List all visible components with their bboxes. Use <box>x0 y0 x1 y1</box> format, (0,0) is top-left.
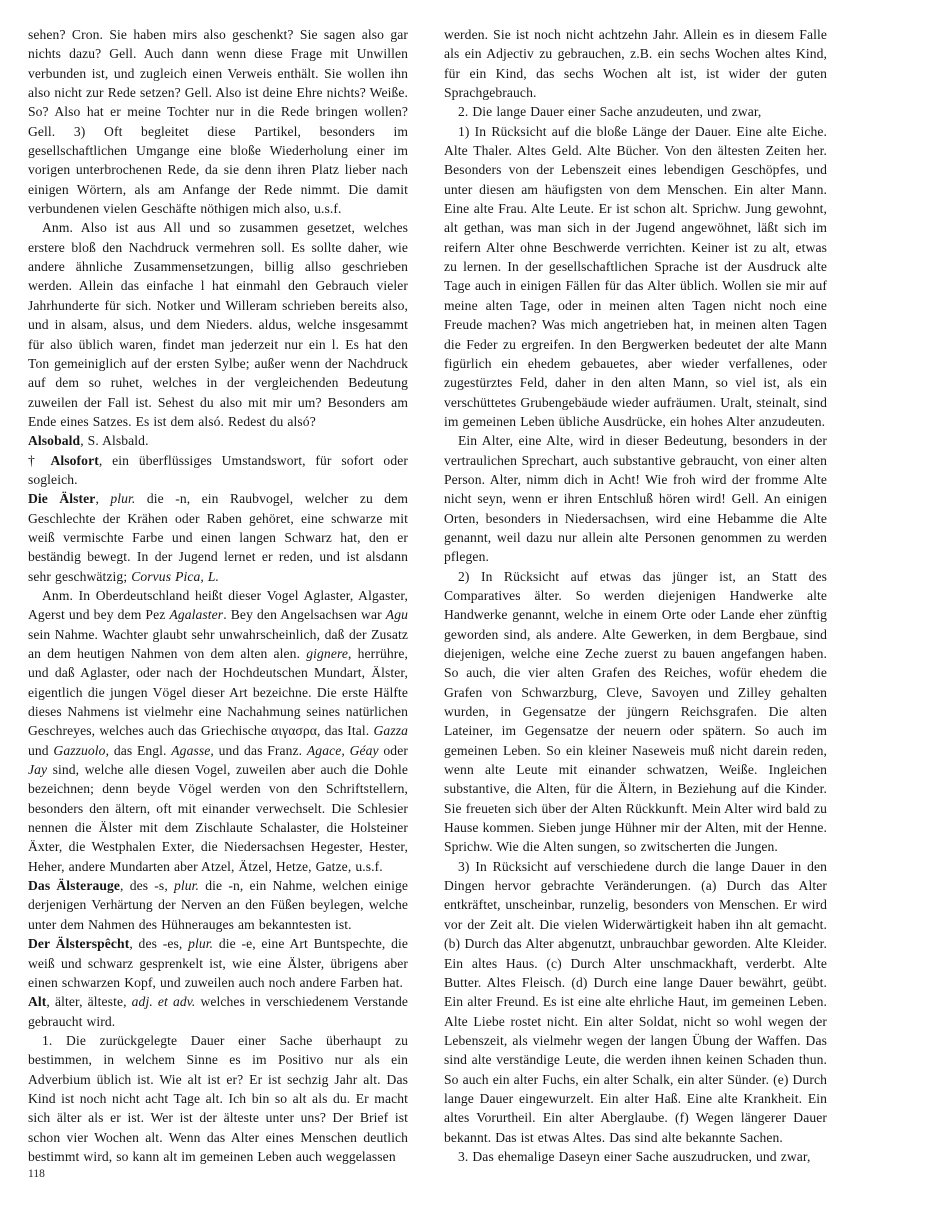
italic-term: Corvus Pica, L. <box>131 568 220 584</box>
paragraph: 3) In Rücksicht auf verschiedene durch die lange Dauer in den Dingen hervor gebrachte Veränderungen. (a) Durch das Alter entkräftet, unscheinbar, runzelig, besonders von Menschen. Er wird vor der Zeit alt. Die vielen Widerwärtigkeit haben ihn alt gemacht. (b) Durch das Alter abgenutzt, unbrauchbar geworden. Alte Kleider. Ein altes Haus. (c) Durch Alter unschmackhaft, verderbt. Alte Butter. Altes Fleisch. (d) Durch eine lange Dauer bewährt, geübt. Ein alter Freund. Es ist eine alte ehrliche Haut, im gemeinen Leben. Alte Liebe rostet nicht. Ein alter Soldat, nicht so wohl wegen der Lebenszeit, als vielmehr wegen der langen Übung der Waffen. Das sind alte verständige Leute, die werden ihnen keinen Schaden thun. So auch ein alter Fuchs, ein alter Schalk, ein alter Sünder. (e) Durch lange Dauer eingewurzelt. Ein alter Haß. Eine alte Krankheit. Ein altes Vorurtheil. Ein alter Aberglaube. (f) Wegen längerer Dauer bekannt. Das ist etwas Altes. Das sind alte bekannte Sachen. <box>444 858 827 1145</box>
headword: Alsofort <box>50 452 99 468</box>
paragraph: Anm. Also ist aus All und so zusammen gesetzet, welches erstere bloß den Nachdruck vermehren soll. Es sollte daher, wie andere ähnliche Zusammensetzungen, billig allso geschrieben werden. Allein das einfache l hat einmahl den Gebrauch vieler Jahrhunderte für sich. Notker und Willeram schrieben bereits also, und in alsam, alsus, und dem Nieders. aldus, welche insgesammt für also üblich waren, findet man jederzeit nur ein l. Es hat den Ton gemeiniglich auf der ersten Sylbe; außer wenn der Nachdruck auf dem so ruhet, welches in der vergleichenden Bedeutung zuweilen der Fall ist. Sehest du also mit mir um? Besonders am Ende eines Satzes. Es ist dem alsó. Redest du alsó? <box>28 220 408 429</box>
italic-term: Gazzuolo <box>53 742 106 758</box>
italic-term: Agalaster <box>169 607 224 623</box>
paragraph: 2. Die lange Dauer einer Sache anzudeuten, und zwar, <box>458 104 762 120</box>
paragraph: 1) In Rücksicht auf die bloße Länge der Dauer. Eine alte Eiche. Alte Thaler. Altes Geld. Alte Bücher. Von den ältesten Zeiten her. Besonders von der Lebenszeit eines lebendigen Geschöpfes, und unter diesen am häufigsten von dem Menschen. Ein alter Mann. Eine alte Frau. Alte Leute. Er ist schon alt. Sprichw. Jung gewohnt, alt gethan, was man sich in der Jugend angewöhnet, läßt sich im reifern Alter ohne Beschwerde verrichten. Keiner ist zu alt, etwas zu lernen. In der gesellschaftlichen Sprache ist der Ausdruck alte Tage auch in einigen Fällen für das Alter üblich. Wollen sie mir auf meine alten Tage, oder in meinen alten Tagen nicht noch eine Freude machen? Was mich angetrieben hat, in meinen alten Tagen die Feder zu ergreifen. In den Bergwerken bedeutet der alte Mann figürlich ein ehedem gebauetes, aber wieder verfallenes, oder zugestürztes Feld, daher in den alten Mann, so viel ist, als ein verschüttetes Grubengebäude wieder aufräumen. Uralt, steinalt, sind im gemeinen Leben übliche Ausdrücke, ein hohes Alter anzudeuten. <box>444 123 827 429</box>
paragraph: Der Älsterspêcht, des -es, plur. die -e, eine Art Buntspechte, die weiß und schwarz gesprenkelt ist, wie eine Älster, übrigens aber einen schwarzen Kopf, und zuweilen auch noch andere Farben hat. <box>28 936 408 990</box>
italic-term: plur. <box>110 491 136 507</box>
paragraph: 1. Die zurückgelegte Dauer einer Sache überhaupt zu bestimmen, in welchem Sinne es im Positivo nur als ein Adverbium üblich ist. Wie alt ist er? Er ist sechzig Jahr alt. Das Kind ist noch nicht acht Tage alt. Ich bin so alt als du. Er macht sich älter als er ist. Wer ist der älteste unter uns? Der Brief ist schon vier Wochen alt. Wenn das Alter eines Menschen deutlich bestimmt wird, so kann alt im gemeinen Leben auch weggelassen <box>28 1032 408 1164</box>
right-text-column <box>444 25 827 1166</box>
italic-term: gignere <box>306 646 348 661</box>
paragraph: Alt, älter, älteste, adj. et adv. welches in verschiedenem Verstande gebraucht wird. <box>28 994 409 1029</box>
headword: Alt <box>28 994 47 1010</box>
italic-term: Jay <box>28 762 48 778</box>
headword: Der Älsterspêcht <box>28 936 130 952</box>
headword: Die Älster <box>28 491 96 507</box>
paragraph: † Alsofort, ein überflüssiges Umstandswort, für sofort oder sogleich. <box>28 452 408 487</box>
paragraph: 2) In Rücksicht auf etwas das jünger ist, an Statt des Comparatives älter. So werden diejenigen Handwerke alte Handwerke genannt, welche in einem Orte oder Lande eher zünftig geworden sind, als andere. Alte Gewerken, in dem Bergbaue, sind diejenigen, welche eine Zeche zuerst zu bauen angefangen haben. So auch, die vier alten Grafen des Reiches, wofür ehedem die Grafen von Schwarzburg, Cleve, Savoyen und Zilley gehalten wurden, in Gegensatze der jüngern Reichsgrafen. Die alten Lateiner, im Gegensatze der neuern oder spätern. So auch im gemeinen Leben. So ein kleiner Naseweis muß nicht darein reden, wenn alte Leute mit einander schwatzen, Weiße. Ingleichen substantive, die Alten, für die Ältern, in Beziehung auf die Kinder. Sie freueten sich über der Alten Rückkunft. Mein Alter wird bald zu Hause kommen. Sieben junge Hühner mir der Alten, mit der Henne. Sprichw. Wie die Alten sungen, so zwitscherten die Jungen. <box>444 568 827 855</box>
headword: Alsobald <box>28 433 81 449</box>
italic-term: Gazza <box>373 723 408 739</box>
italic-term: Agasse <box>171 742 211 758</box>
paragraph: Alsobald, S. Alsbald. <box>28 433 149 449</box>
italic-term: Agu <box>385 607 408 623</box>
italic-term: plur. <box>188 936 214 952</box>
italic-term: plur. <box>174 878 200 894</box>
paragraph: Anm. In Oberdeutschland heißt dieser Vogel Aglaster, Algaster, Agerst und bey dem Pez Agalaster. Bey den Angelsachsen war Agu sein Nahme. Wachter glaubt sehr unwahrscheinlich, daß der Zusatz an dem heutigen Nahmen von dem alten alen. gignere, herrühre, und daß Aglaster, oder nach der Hochdeutschen Mundart, Älster, eigentlich die jungen Vögel dieser Art bezeichne. Die erste Hälfte dieses Nahmens ist vielmehr eine Nachahmung seines natürlichen Geschreyes, welches auch das Griechische αιγασρα, das Ital. Gazza und Gazzuolo, das Engl. Agasse, und das Franz. Agace, Géay oder Jay sind, welche alle diesen Vogel, zuweilen aber auch die Dohle bezeichnen; denn beyde Vögel werden von den Schriftstellern, besonders den ältern, oft mit einander verwechselt. Die Schlesier nennen die Älster mit dem Zischlaute Schalaster, die Holsteiner Äxter, die Westphalen Exter, die Niedersachsen Hegester, Hester, Heher, andere Mundarten aber Atzel, Ätzel, Hetze, Gatze, u.s.f. <box>28 587 408 874</box>
italic-term: Agace, Géay <box>306 742 379 758</box>
paragraph: sehen? Cron. Sie haben mirs also geschenkt? Sie sagen also gar nichts dazu? Gell. Auch dann wenn diese Frage mit Unwillen verbunden ist, und zugleich einen Verweis enthält. Sie wollen ihn also nicht zur Rede setzen? Gell. Also ist deine Ehre nichts? Weiße. So? Also hat er meine Tochter nur in die Rede bringen wollen? Gell. 3) Oft begleitet diese Partikel, besonders im gesellschaftlichen Umgange eine bloße Wiederholung einer im vorigen unterbrochenen Rede, da sie denn ihren Platz lieber nach einigen Wörtern, als am Anfange der Rede nimmt. Die damit verbundenen vielen Geschäfte nöthigen mich also, u.s.f. <box>28 27 408 217</box>
paragraph: 3. Das ehemalige Daseyn einer Sache auszudrucken, und zwar, <box>458 1148 811 1164</box>
page-number: 118 <box>28 1168 45 1180</box>
paragraph: Ein Alter, eine Alte, wird in dieser Bedeutung, besonders in der vertraulichen Sprechart, auch substantive gebraucht, von einer alten Person. Alter, nimm dich in Acht! Wie froh wird der fromme Alte nicht seyn, wenn er ihren Entschluß hören wird! Gell. An einigen Orten, besonders in Niedersachsen, wird eine Hebamme die Alte genannt, weil dazu nur allein alte Personen genommen zu werden pflegen. <box>444 433 827 565</box>
left-text-column <box>28 25 408 1166</box>
headword: Das Älsterauge <box>28 878 121 894</box>
italic-term: adj. et adv. <box>131 994 196 1010</box>
paragraph: Das Älsterauge, des -s, plur. die -n, ein Nahme, welchen einige derjenigen Verhärtung der Nerven an den Füßen beylegen, welche unter dem Nahmen des Hühnerauges am bekanntesten ist. <box>28 878 408 932</box>
paragraph: werden. Sie ist noch nicht achtzehn Jahr. Allein es in diesem Falle als ein Adjectiv zu gebrauchen, z.B. ein sechs Wochen altes Kind, für ein Kind, das sechs Wochen alt ist, ist wider der guten Sprachgebrauch. <box>444 27 827 101</box>
paragraph: Die Älster, plur. die -n, ein Raubvogel, welcher zu dem Geschlechte der Krähen oder Raben gehöret, eine schwarze mit weiß vermischte Farbe und einen langen Schwarz hat, den er beständig bewegt. In der Jugend lernet er reden, und ist alsdann sehr geschwätzig; Corvus Pica, L. <box>28 491 408 584</box>
